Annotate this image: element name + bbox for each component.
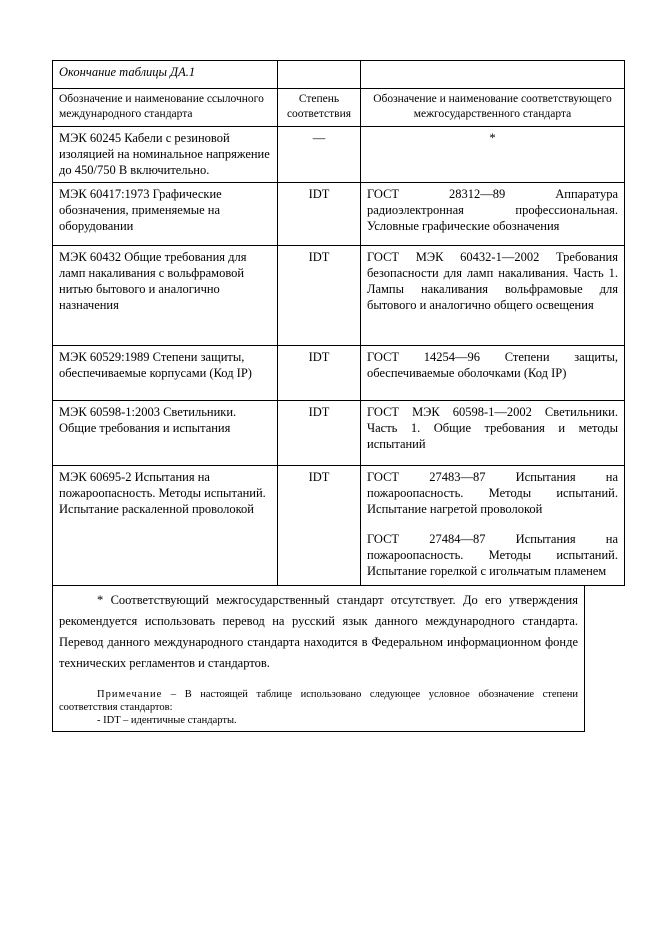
cell-degree: IDT [278, 346, 361, 401]
table-footer [52, 586, 585, 732]
standards-table [52, 60, 625, 586]
cell-degree: — [278, 127, 361, 183]
cell-degree: IDT [278, 401, 361, 466]
cell-interstate [361, 466, 625, 586]
cell-interstate: ГОСТ МЭК 60432-1—2002 Требования безопасности для ламп накаливания. Часть 1. Лампы накаливания вольфрамовые для бытового и аналогично общего освещения [361, 246, 625, 346]
cell-interstate: ГОСТ 28312—89 Аппаратура радиоэлектронная профессиональная. Условные графические обозначения [361, 183, 625, 246]
cell-international: МЭК 60695-2 Испытания на пожароопасность. Методы испытаний. Испытание раскаленной проволокой [53, 466, 278, 586]
cell-interstate: * [361, 127, 625, 183]
note [59, 688, 578, 714]
interstate-standard-1: ГОСТ 27483—87 Испытания на пожароопасность. Методы испытаний. Испытание нагретой проволокой [367, 470, 618, 516]
note-text: – В настоящей таблице использовано следующее условное обозначение степени соответствия стандартов: [59, 689, 578, 713]
cell-interstate: ГОСТ 14254—96 Степени защиты, обеспечиваемые оболочками (Код IP) [361, 346, 625, 401]
caption-cell-empty [278, 61, 361, 89]
cell-international: МЭК 60245 Кабели с резиновой изоляцией на номинальное напряжение до 450/750 В включительно. [53, 127, 278, 183]
header-international: Обозначение и наименование ссылочного международного стандарта [53, 89, 278, 127]
table-row [53, 466, 625, 586]
note-item: - IDT – идентичные стандарты. [97, 715, 237, 726]
cell-international: МЭК 60529:1989 Степени защиты, обеспечиваемые корпусами (Код IP) [53, 346, 278, 401]
header-row [53, 89, 625, 127]
document [52, 60, 618, 732]
cell-degree: IDT [278, 246, 361, 346]
table-row [53, 401, 625, 466]
cell-international: МЭК 60417:1973 Графические обозначения, применяемые на оборудовании [53, 183, 278, 246]
note-label: Примечание [97, 689, 163, 700]
table-row [53, 127, 625, 183]
footnote: * Соответствующий межгосударственный стандарт отсутствует. До его утверждения рекомендуется использовать перевод на русский язык данного международного стандарта. Перевод данного международного стандарта находится в Федеральном информационном фонде технических регламентов и стандартов. [59, 593, 578, 670]
interstate-standard-2: ГОСТ 27484—87 Испытания на пожароопасность. Методы испытаний. Испытание горелкой с игольчатым пламенем [367, 532, 618, 578]
table-row [53, 346, 625, 401]
cell-international: МЭК 60432 Общие требования для ламп накаливания с вольфрамовой нитью бытового и аналогично назначения [53, 246, 278, 346]
header-degree: Степень соответствия [278, 89, 361, 127]
caption-row [53, 61, 625, 89]
caption-cell-empty [361, 61, 625, 89]
table-caption: Окончание таблицы ДА.1 [53, 61, 278, 89]
header-interstate: Обозначение и наименование соответствующего межгосударственного стандарта [361, 89, 625, 127]
cell-degree: IDT [278, 183, 361, 246]
cell-international: МЭК 60598-1:2003 Светильники. Общие требования и испытания [53, 401, 278, 466]
table-row [53, 183, 625, 246]
cell-interstate: ГОСТ МЭК 60598-1—2002 Светильники. Часть 1. Общие требования и методы испытаний [361, 401, 625, 466]
cell-degree: IDT [278, 466, 361, 586]
table-row [53, 246, 625, 346]
